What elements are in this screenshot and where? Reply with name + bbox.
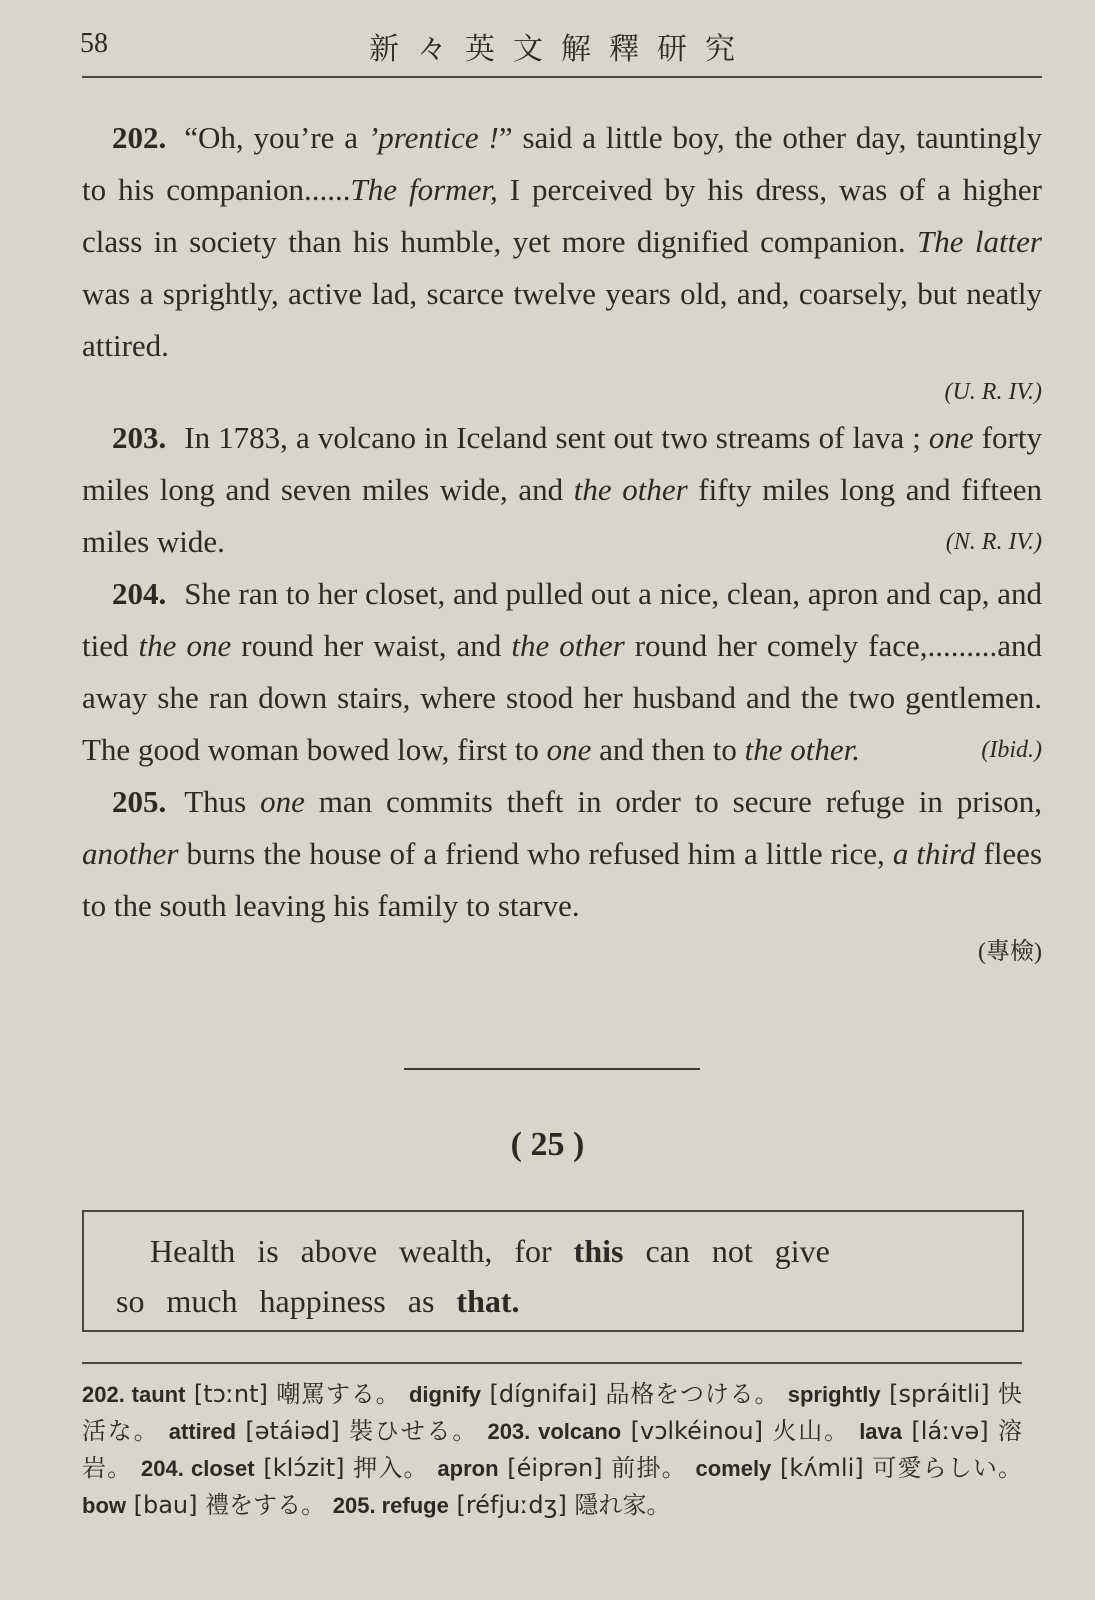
paragraph-204: 204. She ran to her closet, and pulled out a nice, clean, apron and cap, and tied the one round her waist, and the other round her comely face,.........and away she ran down stairs, where stood her husband and the two gentlemen. The good woman bowed low, first to one and then to the other. (Ibid.) xyxy=(82,568,1042,776)
source-citation: (Ibid.) xyxy=(981,737,1042,763)
section-number: ( 25 ) xyxy=(510,1126,585,1163)
exercise-body xyxy=(82,112,1042,972)
example-sentence: Health is above wealth, for this can not give so much happiness as that. xyxy=(116,1233,830,1319)
source-citation: (專檢) xyxy=(978,939,1042,965)
page-number: 58 xyxy=(80,28,108,59)
paragraph-number: 202. xyxy=(112,120,167,155)
header-rule xyxy=(82,76,1042,78)
page-header xyxy=(80,22,1042,78)
running-title: 新々英文解釋研究 xyxy=(369,32,753,67)
section-divider xyxy=(404,1068,700,1070)
source-citation: (U. R. IV.) xyxy=(944,379,1042,405)
example-box xyxy=(82,1210,1024,1332)
paragraph-number: 205. xyxy=(112,784,167,819)
vocabulary-notes: 202. taunt [tɔːnt] 嘲罵する。 dignify [dígnifai] 品格をつける。 sprightly [spráitli] 快活な。 attired [ətáiəd] 裝ひせる。 203. volcano [vɔlkéinou] 火山。 lava [láːvə] 溶岩。 204. closet [klɔ́zit] 押入。 apron [éiprən] 前掛。 comely [kʌ́mli] 可愛らしい。 bow [bau] 禮をする。 205. refuge [réfjuːdʒ] 隱れ家。 xyxy=(82,1380,1023,1519)
paragraph-202: 202. “Oh, you’re a ’prentice !” said a little boy, the other day, tauntingly to his companion......The former, I perceived by his dress, was of a higher class in society than his humble, yet more dignified companion. The latter was a sprightly, active lad, scarce twelve years old, and, coarsely, but neatly attired. xyxy=(82,120,1042,363)
paragraph-203: 203. In 1783, a volcano in Iceland sent out two streams of lava ; one forty miles long and seven miles wide, and the other fifty miles long and fifteen miles wide. (N. R. IV.) xyxy=(82,412,1042,568)
paragraph-number: 203. xyxy=(112,420,167,455)
paragraph-205: 205. Thus one man commits theft in order to secure refuge in prison, another burns the house of a friend who refused him a little rice, a third flees to the south leaving his family to starve. xyxy=(82,784,1043,923)
footnote-rule xyxy=(82,1362,1022,1364)
paragraph-number: 204. xyxy=(112,576,167,611)
source-citation: (N. R. IV.) xyxy=(945,529,1042,555)
